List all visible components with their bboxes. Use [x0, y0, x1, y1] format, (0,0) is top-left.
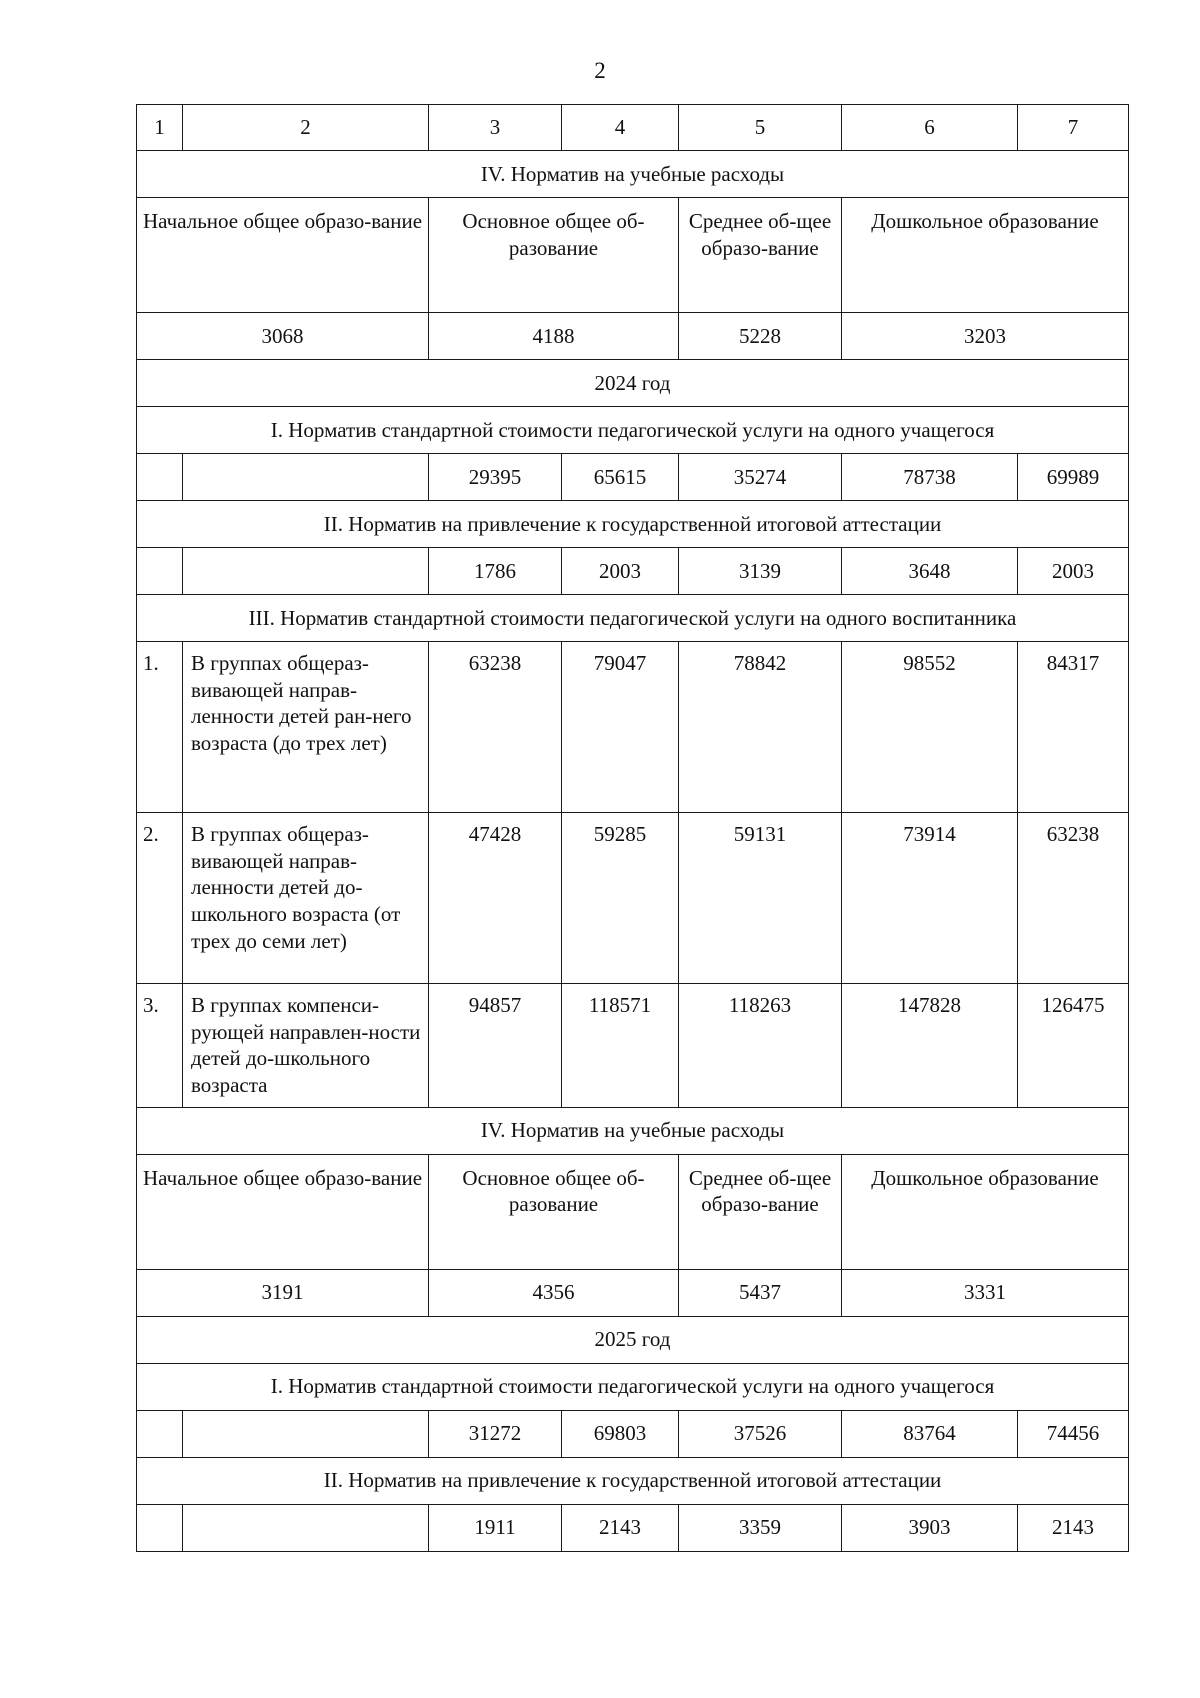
value-cell: 59285: [562, 813, 679, 984]
empty-cell: [183, 454, 429, 501]
value-cell: 3903: [842, 1504, 1018, 1551]
value-secondary: 5437: [679, 1269, 842, 1316]
value-cell: 65615: [562, 454, 679, 501]
value-cell: 69989: [1018, 454, 1129, 501]
value-cell: 63238: [429, 642, 562, 813]
value-cell: 2003: [562, 548, 679, 595]
section-heading-row: [137, 151, 1129, 198]
value-cell: 79047: [562, 642, 679, 813]
year-row: [137, 1316, 1129, 1363]
value-cell: 2143: [562, 1504, 679, 1551]
value-cell: 2143: [1018, 1504, 1129, 1551]
col-num-3: 3: [429, 105, 562, 151]
year-row: [137, 360, 1129, 407]
level-basic: Основное общее об-разование: [429, 198, 679, 313]
section-heading-row: [137, 1457, 1129, 1504]
level-secondary: Среднее об-щее образо-вание: [679, 198, 842, 313]
value-cell: 31272: [429, 1410, 562, 1457]
value-cell: 37526: [679, 1410, 842, 1457]
row-description: В группах общераз-вивающей направ-ленности детей до-школьного возраста (от трех до семи лет): [183, 813, 429, 984]
row-index: 3.: [137, 984, 183, 1108]
value-cell: 59131: [679, 813, 842, 984]
section-heading-row: [137, 407, 1129, 454]
page-number: 2: [594, 58, 606, 83]
empty-cell: [137, 548, 183, 595]
value-cell: 73914: [842, 813, 1018, 984]
value-primary: 3191: [137, 1269, 429, 1316]
value-cell: 3139: [679, 548, 842, 595]
value-cell: 147828: [842, 984, 1018, 1108]
level-secondary: Среднее об-щее образо-вание: [679, 1154, 842, 1269]
table-row: [137, 642, 1129, 813]
education-level-row: [137, 1154, 1129, 1269]
year-2025-title: 2025 год: [137, 1316, 1129, 1363]
value-cell: 118263: [679, 984, 842, 1108]
col-num-2: 2: [183, 105, 429, 151]
section-heading-row: [137, 595, 1129, 642]
section-heading-row: [137, 1107, 1129, 1154]
section-2-values-row: [137, 1504, 1129, 1551]
section-1-title: I. Норматив стандартной стоимости педагогической услуги на одного учащегося: [137, 1363, 1129, 1410]
education-values-row: [137, 313, 1129, 360]
level-preschool: Дошкольное образование: [842, 198, 1129, 313]
empty-cell: [183, 1504, 429, 1551]
value-cell: 1786: [429, 548, 562, 595]
level-primary: Начальное общее образо-вание: [137, 198, 429, 313]
value-cell: 84317: [1018, 642, 1129, 813]
section-1-values-row: [137, 1410, 1129, 1457]
section-2-title: II. Норматив на привлечение к государственной итоговой аттестации: [137, 1457, 1129, 1504]
year-2024-title: 2024 год: [137, 360, 1129, 407]
section-heading-row: [137, 501, 1129, 548]
empty-cell: [137, 1410, 183, 1457]
col-num-4: 4: [562, 105, 679, 151]
level-basic: Основное общее об-разование: [429, 1154, 679, 1269]
value-cell: 74456: [1018, 1410, 1129, 1457]
value-cell: 3648: [842, 548, 1018, 595]
empty-cell: [137, 1504, 183, 1551]
value-cell: 94857: [429, 984, 562, 1108]
value-cell: 1911: [429, 1504, 562, 1551]
col-num-6: 6: [842, 105, 1018, 151]
value-cell: 47428: [429, 813, 562, 984]
value-cell: 78738: [842, 454, 1018, 501]
value-cell: 3359: [679, 1504, 842, 1551]
section-3-title: III. Норматив стандартной стоимости педагогической услуги на одного воспитанника: [137, 595, 1129, 642]
empty-cell: [183, 1410, 429, 1457]
section-4-title: IV. Норматив на учебные расходы: [137, 151, 1129, 198]
section-heading-row: [137, 1363, 1129, 1410]
section-1-title: I. Норматив стандартной стоимости педагогической услуги на одного учащегося: [137, 407, 1129, 454]
value-cell: 63238: [1018, 813, 1129, 984]
row-index: 2.: [137, 813, 183, 984]
value-cell: 2003: [1018, 548, 1129, 595]
table-row: [137, 813, 1129, 984]
normatives-table: [136, 104, 1129, 1552]
value-cell: 126475: [1018, 984, 1129, 1108]
value-preschool: 3203: [842, 313, 1129, 360]
value-cell: 69803: [562, 1410, 679, 1457]
row-description: В группах компенси-рующей направлен-ности детей до-школьного возраста: [183, 984, 429, 1108]
row-description: В группах общераз-вивающей направ-ленности детей ран-него возраста (до трех лет): [183, 642, 429, 813]
row-index: 1.: [137, 642, 183, 813]
value-basic: 4356: [429, 1269, 679, 1316]
col-num-1: 1: [137, 105, 183, 151]
value-primary: 3068: [137, 313, 429, 360]
section-2-title: II. Норматив на привлечение к государственной итоговой аттестации: [137, 501, 1129, 548]
section-2-values-row: [137, 548, 1129, 595]
education-level-row: [137, 198, 1129, 313]
value-preschool: 3331: [842, 1269, 1129, 1316]
table-row: [137, 984, 1129, 1108]
empty-cell: [183, 548, 429, 595]
level-preschool: Дошкольное образование: [842, 1154, 1129, 1269]
education-values-row: [137, 1269, 1129, 1316]
value-cell: 35274: [679, 454, 842, 501]
section-1-values-row: [137, 454, 1129, 501]
empty-cell: [137, 454, 183, 501]
col-num-5: 5: [679, 105, 842, 151]
value-basic: 4188: [429, 313, 679, 360]
value-cell: 78842: [679, 642, 842, 813]
value-cell: 83764: [842, 1410, 1018, 1457]
column-number-row: [137, 105, 1129, 151]
section-4-title: IV. Норматив на учебные расходы: [137, 1107, 1129, 1154]
value-cell: 98552: [842, 642, 1018, 813]
value-secondary: 5228: [679, 313, 842, 360]
level-primary: Начальное общее образо-вание: [137, 1154, 429, 1269]
value-cell: 29395: [429, 454, 562, 501]
col-num-7: 7: [1018, 105, 1129, 151]
value-cell: 118571: [562, 984, 679, 1108]
